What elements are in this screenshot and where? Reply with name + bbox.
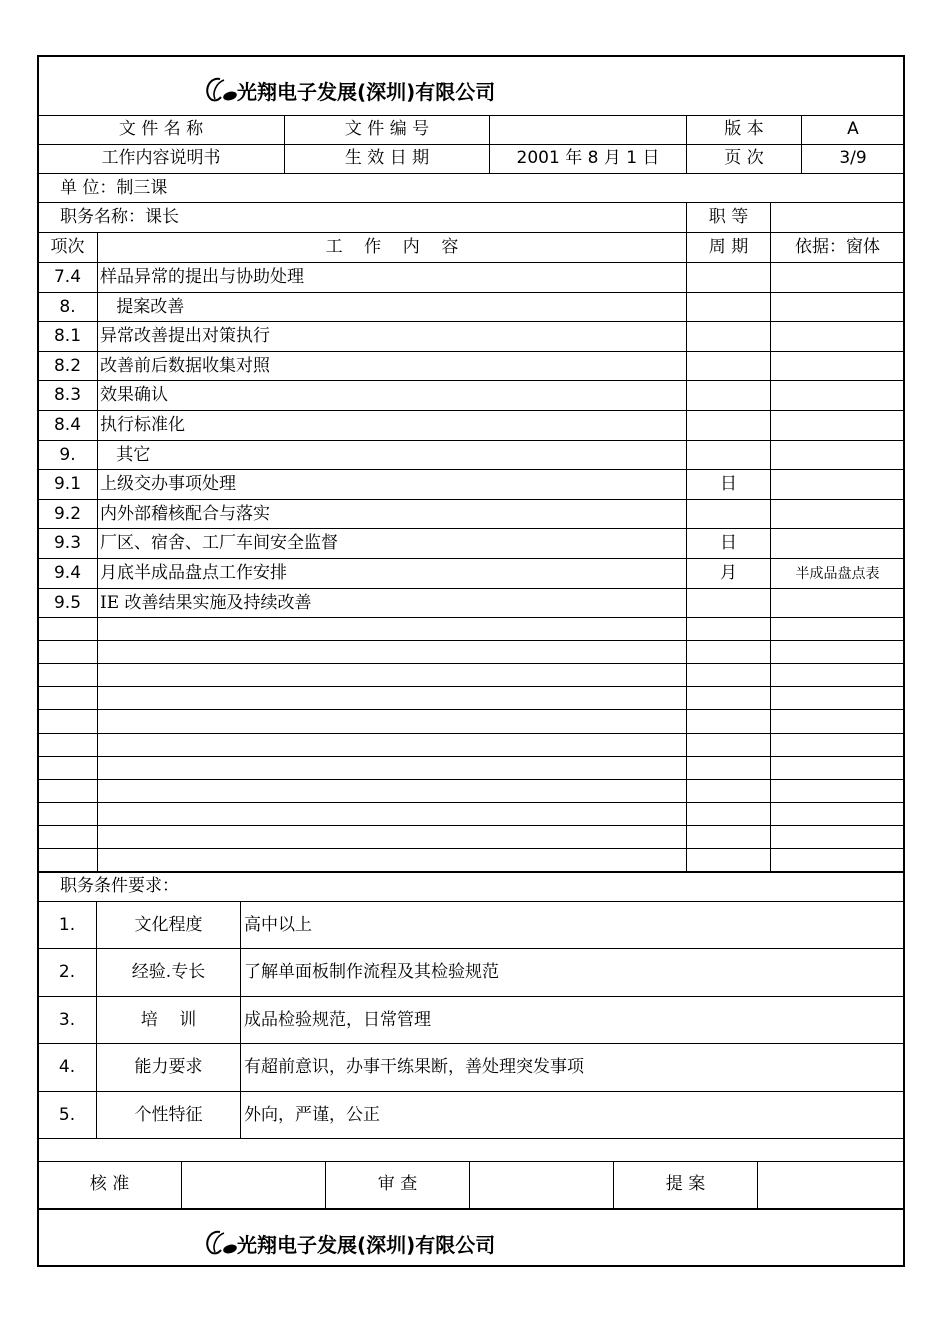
task-content: 效果确认 — [100, 385, 168, 406]
task-cycle: 日 — [720, 533, 737, 554]
task-no: 8.1 — [53, 326, 82, 347]
task-content: 样品异常的提出与协助处理 — [100, 267, 304, 287]
col-basis: 依据：窗体 — [795, 237, 880, 257]
task-content: 执行标准化 — [100, 415, 185, 435]
page-label: 页 次 — [724, 148, 764, 168]
task-no: 9.3 — [53, 533, 82, 554]
approve-label: 核 准 — [89, 1174, 130, 1194]
document-frame — [37, 55, 905, 1267]
col-no: 项次 — [50, 237, 85, 257]
company-name: 光翔电子发展(深圳)有限公司 — [237, 79, 496, 104]
task-no: 8.2 — [53, 355, 82, 376]
doc-no-label: 文 件 编 号 — [344, 119, 430, 139]
task-no: 9.1 — [53, 474, 82, 495]
company-logo-icon — [203, 1228, 237, 1258]
page-value: 3/9 — [839, 148, 867, 168]
company-footer — [203, 1226, 495, 1260]
task-no: 8.4 — [53, 415, 82, 435]
requirement-label: 个性特征 — [134, 1104, 203, 1125]
task-no: 9.5 — [53, 592, 82, 613]
position-title: 职务名称：课长 — [60, 207, 179, 227]
requirements-title: 职务条件要求： — [60, 876, 179, 896]
requirement-label: 能力要求 — [134, 1057, 203, 1078]
task-no: 9.2 — [53, 503, 82, 524]
task-content: 内外部稽核配合与落实 — [100, 503, 270, 524]
requirement-no: 2. — [58, 962, 76, 983]
effective-label: 生 效 日 期 — [344, 148, 430, 168]
grade-label: 职 等 — [708, 207, 749, 227]
requirement-label: 培 训 — [140, 1009, 197, 1030]
task-content: 上级交办事项处理 — [100, 474, 236, 495]
task-content: 异常改善提出对策执行 — [100, 326, 270, 347]
requirement-no: 5. — [58, 1104, 76, 1125]
requirement-label: 文化程度 — [134, 915, 203, 935]
review-label: 审 查 — [377, 1174, 418, 1194]
requirement-no: 3. — [58, 1009, 76, 1030]
requirement-value: 成品检验规范，日常管理 — [244, 1009, 431, 1030]
task-cycle: 月 — [720, 563, 737, 583]
company-header — [203, 73, 495, 107]
doc-name-value: 工作内容说明书 — [101, 148, 221, 168]
requirement-value: 高中以上 — [244, 915, 312, 935]
requirement-label: 经验.专长 — [131, 962, 206, 983]
task-content: 改善前后数据收集对照 — [100, 355, 270, 376]
version-label: 版 本 — [724, 119, 764, 139]
task-content: 提案改善 — [100, 296, 185, 317]
doc-name-label: 文 件 名 称 — [118, 119, 204, 139]
requirement-value: 外向，严谨，公正 — [244, 1104, 380, 1125]
col-content: 工 作 内 容 — [325, 237, 459, 257]
task-basis: 半成品盘点表 — [795, 566, 880, 582]
requirement-no: 4. — [58, 1057, 76, 1078]
task-content: IE 改善结果实施及持续改善 — [100, 592, 312, 613]
effective-date: 2001 年 8 月 1 日 — [516, 148, 660, 168]
task-content: 其它 — [100, 444, 151, 465]
task-no: 9. — [59, 444, 76, 465]
company-logo-icon — [203, 75, 237, 105]
requirement-value: 了解单面板制作流程及其检验规范 — [244, 962, 499, 983]
requirement-no: 1. — [58, 915, 76, 935]
col-cycle: 周 期 — [708, 237, 749, 257]
task-no: 9.4 — [53, 563, 82, 583]
company-name: 光翔电子发展(深圳)有限公司 — [237, 1232, 496, 1257]
requirement-value: 有超前意识，办事干练果断，善处理突发事项 — [244, 1057, 584, 1078]
task-content: 厂区、宿舍、工厂车间安全监督 — [100, 533, 338, 554]
task-no: 8.3 — [53, 385, 82, 406]
unit-line: 单 位：制三课 — [60, 178, 168, 198]
task-content: 月底半成品盘点工作安排 — [100, 563, 287, 583]
propose-label: 提 案 — [665, 1174, 706, 1194]
task-no: 8. — [59, 296, 76, 317]
task-cycle: 日 — [720, 474, 737, 495]
task-no: 7.4 — [53, 267, 82, 287]
version-value: A — [847, 119, 859, 139]
